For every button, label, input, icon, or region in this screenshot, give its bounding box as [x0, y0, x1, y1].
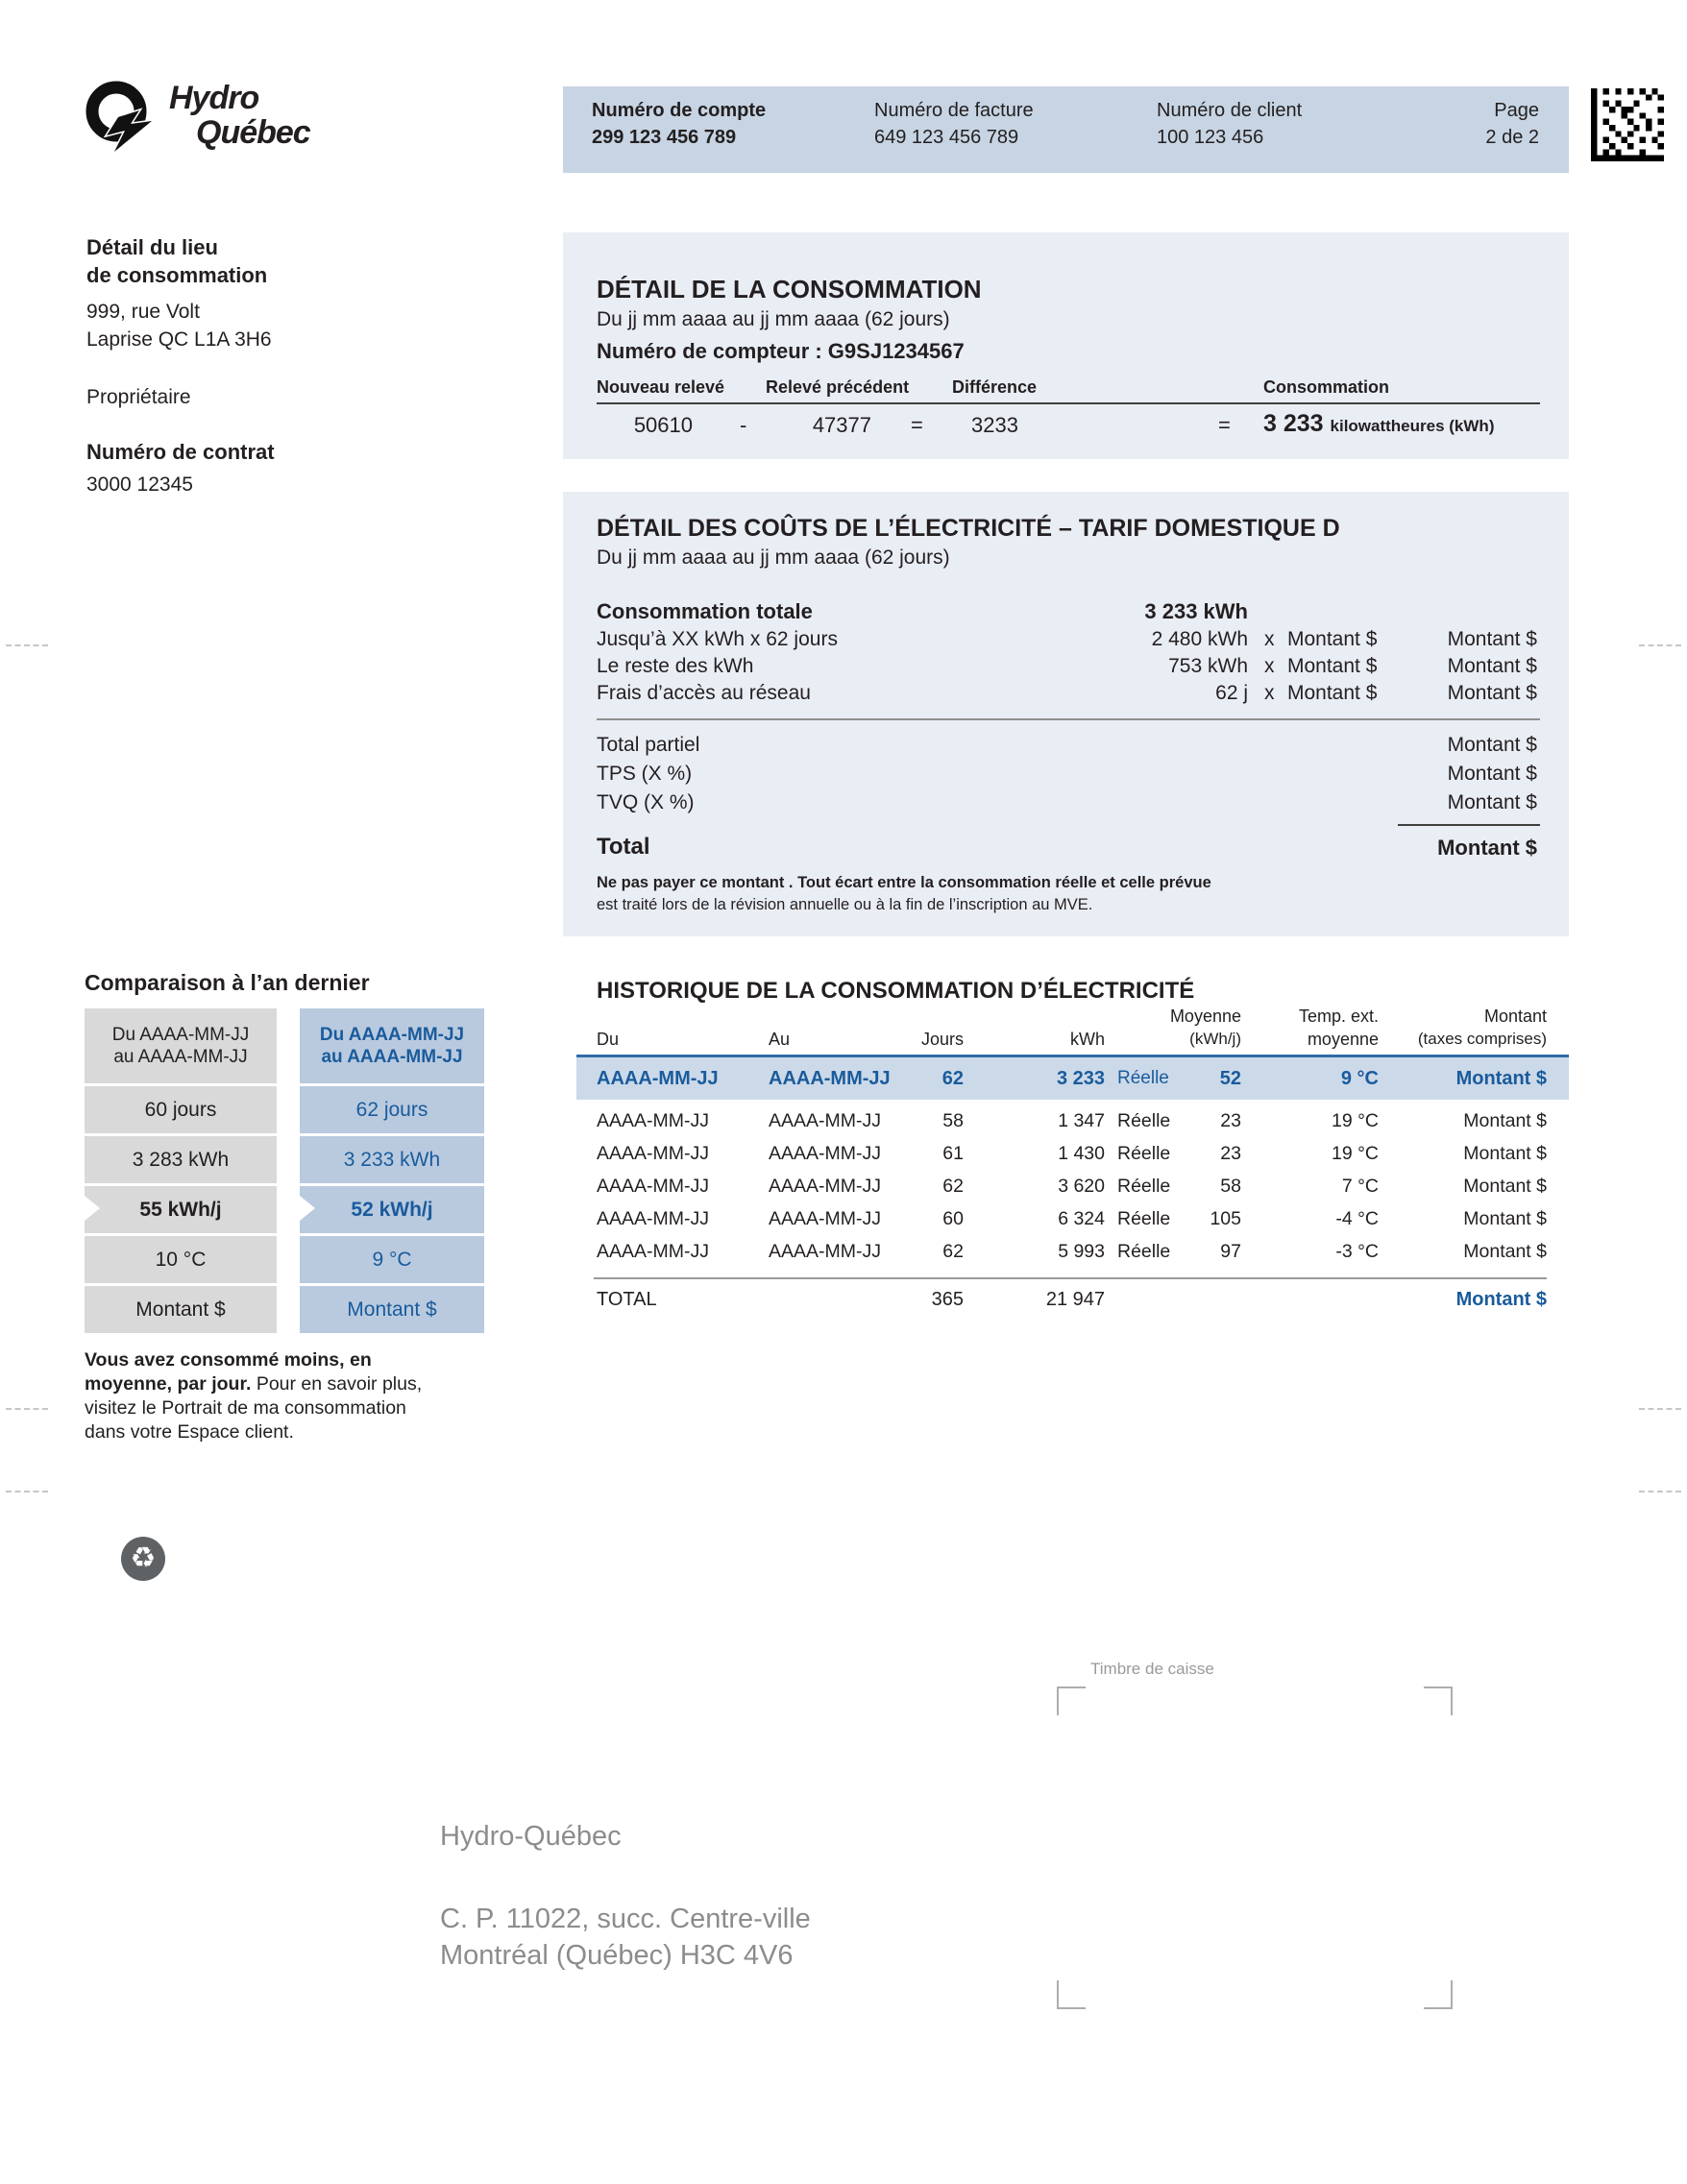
cost-line-label: Jusqu’à XX kWh x 62 jours [597, 628, 838, 650]
cost-line [0, 628, 1687, 654]
history-row [0, 1143, 1687, 1168]
history-col-du: Du [597, 1030, 620, 1049]
consumption-total-kwh [1263, 410, 1494, 438]
cell-au: AAAA-MM-JJ [769, 1176, 881, 1197]
equals-sign: = [911, 413, 923, 437]
account-label: Numéro de compte [592, 100, 767, 121]
current-period-line1: Du AAAA-MM-JJ [319, 1025, 465, 1045]
cost-line-amount: Montant $ [1447, 682, 1537, 704]
cell-du: AAAA-MM-JJ [597, 1176, 709, 1197]
cell-amount: Montant $ [1463, 1241, 1547, 1262]
cell-avg: 23 [1220, 1110, 1241, 1131]
tvq-amount: Montant $ [1447, 791, 1537, 813]
cell-avg: 97 [1220, 1241, 1241, 1262]
costs-note-line1: Ne pas payer ce montant . Tout écart entre la consommation réelle et celle prévue [597, 874, 1211, 891]
cell-kwh: 1 430 [1058, 1143, 1105, 1164]
meter-table-rule [597, 402, 1540, 404]
client-label: Numéro de client [1157, 100, 1303, 121]
cell-temp: 7 °C [1341, 1176, 1379, 1197]
cell-au: AAAA-MM-JJ [769, 1110, 881, 1131]
cell-amount: Montant $ [1463, 1110, 1547, 1131]
stamp-label: Timbre de caisse [1090, 1660, 1214, 1678]
stamp-corner-top-left [1057, 1687, 1086, 1715]
cell-jours: 62 [942, 1176, 964, 1197]
previous-reading-value: 47377 [812, 413, 871, 437]
cost-line-rate: Montant $ [1287, 628, 1378, 650]
cell-reading-type: Réelle [1117, 1068, 1169, 1088]
page-label: Page [1494, 100, 1539, 121]
cost-line-qty: 62 j [1215, 682, 1248, 704]
tps-amount: Montant $ [1447, 763, 1537, 785]
client-value: 100 123 456 [1157, 127, 1264, 148]
location-title-line1: Détail du lieu [86, 235, 218, 259]
comparison-note-regular: Pour en savoir plus, visitez le Portrait de ma consommation dans votre Espace client. [85, 1373, 423, 1443]
return-address-line1: C. P. 11022, succ. Centre-ville [440, 1904, 811, 1934]
difference-value: 3233 [971, 413, 1018, 437]
cost-line-label: Frais d’accès au réseau [597, 682, 811, 704]
costs-period: Du jj mm aaaa au jj mm aaaa (62 jours) [597, 546, 950, 569]
col-new-reading: Nouveau relevé [597, 377, 725, 397]
invoice-label: Numéro de facture [874, 100, 1034, 121]
comparison-title: Comparaison à l’an dernier [85, 970, 370, 995]
cell-reading-type: Réelle [1117, 1143, 1171, 1164]
costs-divider-rule [597, 718, 1540, 720]
history-row [0, 1208, 1687, 1233]
previous-days: 60 jours [85, 1083, 277, 1133]
cost-line-label: Le reste des kWh [597, 655, 754, 677]
total-row-label: TOTAL [597, 1289, 657, 1310]
logo-word-hydro: Hydro [169, 80, 259, 116]
history-col-avg-line2: (kWh/j) [1189, 1030, 1241, 1048]
cell-jours: 58 [942, 1110, 964, 1131]
history-total-rule [594, 1277, 1547, 1279]
tvq-label: TVQ (X %) [597, 791, 695, 813]
tear-dash-right-3 [1639, 1491, 1681, 1492]
current-period-line2: au AAAA-MM-JJ [321, 1047, 463, 1067]
cell-au: AAAA-MM-JJ [769, 1143, 881, 1164]
account-value: 299 123 456 789 [592, 127, 737, 148]
cell-avg: 105 [1210, 1208, 1241, 1229]
logo-wordmark [169, 81, 310, 150]
cell-avg: 23 [1220, 1143, 1241, 1164]
consumption-title: DÉTAIL DE LA CONSOMMATION [597, 275, 982, 303]
history-col-temp-line1: Temp. ext. [1298, 1007, 1379, 1026]
cell-kwh: 3 233 [1056, 1068, 1105, 1089]
new-reading-value: 50610 [633, 413, 693, 437]
total-consumption-label: Consommation totale [597, 599, 813, 623]
tear-dash-left-3 [6, 1491, 48, 1492]
current-amount: Montant $ [300, 1283, 484, 1333]
history-total-row [0, 1289, 1687, 1316]
cell-reading-type: Réelle [1117, 1176, 1171, 1197]
invoice-value: 649 123 456 789 [874, 127, 1019, 148]
cell-amount: Montant $ [1463, 1208, 1547, 1229]
cost-line-times: x [1264, 655, 1275, 677]
previous-period-line1: Du AAAA-MM-JJ [111, 1025, 250, 1045]
consumption-total-unit: kilowattheures (kWh) [1330, 417, 1495, 435]
cell-jours: 62 [942, 1241, 964, 1262]
cell-du: AAAA-MM-JJ [597, 1208, 709, 1229]
cost-line-times: x [1264, 682, 1275, 704]
current-energy: 3 233 kWh [300, 1133, 484, 1183]
costs-note-line2: est traité lors de la révision annuelle ou à la fin de l’inscription au MVE. [597, 896, 1093, 913]
cost-line-times: x [1264, 628, 1275, 650]
datamatrix-code-icon [1591, 88, 1664, 167]
cell-avg: 52 [1219, 1068, 1241, 1089]
total-consumption-value: 3 233 kWh [1144, 599, 1248, 623]
consumption-total-value: 3 233 [1263, 410, 1324, 437]
occupant-status: Propriétaire [86, 386, 191, 408]
total-row-kwh: 21 947 [1045, 1289, 1105, 1310]
logo-word-quebec: Québec [196, 114, 310, 151]
stamp-corner-bottom-right [1424, 1980, 1453, 2009]
hydro-quebec-q-bolt-icon [82, 79, 166, 161]
tps-label: TPS (X %) [597, 763, 693, 785]
cell-kwh: 6 324 [1058, 1208, 1105, 1229]
equals-sign-2: = [1218, 413, 1231, 437]
cost-line [0, 682, 1687, 708]
location-address-line2: Laprise QC L1A 3H6 [86, 328, 272, 351]
subtotal-amount: Montant $ [1447, 734, 1537, 756]
stamp-corner-top-right [1424, 1687, 1453, 1715]
cost-line [0, 655, 1687, 681]
cost-line-qty: 753 kWh [1168, 655, 1248, 677]
history-col-kwh: kWh [1070, 1030, 1105, 1049]
cell-du: AAAA-MM-JJ [597, 1110, 709, 1131]
history-col-temp-line2: moyenne [1307, 1030, 1379, 1049]
history-row [0, 1176, 1687, 1201]
cell-du: AAAA-MM-JJ [597, 1241, 709, 1262]
comparison-note [85, 1348, 445, 1444]
cell-amount: Montant $ [1463, 1176, 1547, 1197]
return-address-line2: Montréal (Québec) H3C 4V6 [440, 1940, 794, 1971]
history-title: HISTORIQUE DE LA CONSOMMATION D’ÉLECTRICITÉ [597, 978, 1195, 1004]
stamp-corner-bottom-left [1057, 1980, 1086, 2009]
page-value: 2 de 2 [1485, 127, 1539, 148]
total-row-amount: Montant $ [1455, 1289, 1547, 1310]
previous-amount: Montant $ [85, 1283, 277, 1333]
current-days: 62 jours [300, 1083, 484, 1133]
cell-temp: 19 °C [1332, 1143, 1379, 1164]
tear-dash-right-1 [1639, 644, 1681, 646]
contract-value: 3000 12345 [86, 473, 193, 496]
previous-energy: 3 283 kWh [85, 1133, 277, 1183]
history-col-avg-line1: Moyenne [1169, 1007, 1241, 1026]
tear-dash-left-1 [6, 644, 48, 646]
cell-temp: 19 °C [1332, 1110, 1379, 1131]
cell-kwh: 3 620 [1058, 1176, 1105, 1197]
cell-temp: -3 °C [1335, 1241, 1379, 1262]
subtotal-label: Total partiel [597, 734, 700, 756]
cost-line-qty: 2 480 kWh [1151, 628, 1248, 650]
cell-jours: 60 [942, 1208, 964, 1229]
cell-au: AAAA-MM-JJ [769, 1241, 881, 1262]
hydro-quebec-logo [82, 79, 166, 167]
cost-line-amount: Montant $ [1447, 628, 1537, 650]
location-address-line1: 999, rue Volt [86, 301, 200, 323]
cell-amount: Montant $ [1455, 1068, 1547, 1089]
previous-daily-average: 55 kWh/j [85, 1183, 277, 1233]
current-temperature: 9 °C [300, 1233, 484, 1283]
total-label: Total [597, 834, 650, 860]
tear-dash-left-2 [6, 1408, 48, 1410]
cell-reading-type: Réelle [1117, 1208, 1171, 1229]
cell-reading-type: Réelle [1117, 1241, 1171, 1262]
cost-line-rate: Montant $ [1287, 682, 1378, 704]
cell-amount: Montant $ [1463, 1143, 1547, 1164]
comparison-current-box [300, 1008, 484, 1333]
cell-kwh: 5 993 [1058, 1241, 1105, 1262]
cost-line-rate: Montant $ [1287, 655, 1378, 677]
total-rule [1398, 824, 1540, 826]
minus-sign: - [740, 413, 747, 437]
history-col-au: Au [769, 1030, 791, 1049]
comparison-note-bold: Vous avez consommé moins, en moyenne, par jour. [85, 1349, 372, 1395]
history-col-amount-line2: (taxes comprises) [1417, 1030, 1547, 1048]
cell-temp: -4 °C [1335, 1208, 1379, 1229]
history-row [0, 1110, 1687, 1135]
recycle-icon: ♻ [121, 1537, 165, 1581]
previous-period-line2: au AAAA-MM-JJ [113, 1047, 248, 1067]
contract-label: Numéro de contrat [86, 440, 275, 464]
return-address-name: Hydro-Québec [440, 1821, 622, 1852]
cell-au: AAAA-MM-JJ [769, 1068, 891, 1089]
history-highlight-row [0, 1068, 1687, 1093]
current-daily-average: 52 kWh/j [300, 1183, 484, 1233]
cell-jours: 61 [942, 1143, 964, 1164]
cell-du: AAAA-MM-JJ [597, 1143, 709, 1164]
history-col-amount-line1: Montant [1483, 1007, 1547, 1026]
cell-temp: 9 °C [1340, 1068, 1379, 1089]
cost-line-amount: Montant $ [1447, 655, 1537, 677]
history-col-jours: Jours [920, 1030, 964, 1049]
cell-avg: 58 [1220, 1176, 1241, 1197]
consumption-period: Du jj mm aaaa au jj mm aaaa (62 jours) [597, 308, 950, 330]
total-amount: Montant $ [1437, 836, 1537, 860]
tear-dash-right-2 [1639, 1408, 1681, 1410]
costs-title: DÉTAIL DES COÛTS DE L’ÉLECTRICITÉ – TARIF DOMESTIQUE D [597, 515, 1340, 542]
location-title-line2: de consommation [86, 263, 268, 287]
previous-temperature: 10 °C [85, 1233, 277, 1283]
col-previous-reading: Relevé précédent [766, 377, 910, 397]
meter-number: Numéro de compteur : G9SJ1234567 [597, 339, 965, 363]
comparison-previous-box [85, 1008, 277, 1333]
cell-au: AAAA-MM-JJ [769, 1208, 881, 1229]
cell-jours: 62 [941, 1068, 964, 1089]
cell-reading-type: Réelle [1117, 1110, 1171, 1131]
cell-du: AAAA-MM-JJ [597, 1068, 719, 1089]
meter-reading-row [0, 410, 1687, 442]
col-difference: Différence [952, 377, 1038, 397]
col-consumption: Consommation [1263, 377, 1390, 397]
history-row [0, 1241, 1687, 1266]
total-row-jours: 365 [931, 1289, 964, 1310]
cell-kwh: 1 347 [1058, 1110, 1105, 1131]
